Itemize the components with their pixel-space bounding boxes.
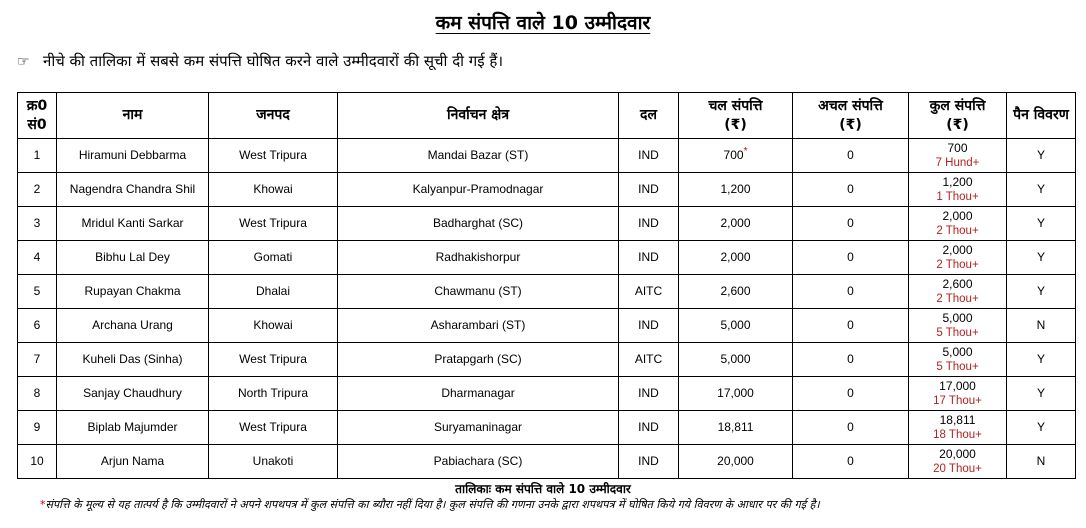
cell-constituency: Chawmanu (ST) <box>338 275 619 309</box>
cell-district: West Tripura <box>209 343 338 377</box>
column-header-name: नाम <box>57 93 209 139</box>
cell-district: Khowai <box>209 173 338 207</box>
cell-name: Rupayan Chakma <box>57 275 209 309</box>
intro-text: नीचे की तालिका में सबसे कम संपत्ति घोषित करने वाले उम्मीदवारों की सूची दी गई हैं। <box>43 52 504 70</box>
cell-sno: 9 <box>18 411 57 445</box>
table-row <box>18 139 1076 173</box>
cell-party: IND <box>619 139 679 173</box>
table-row <box>18 377 1076 411</box>
column-header-movable: चल संपत्ति (₹) <box>679 93 793 139</box>
cell-total <box>909 411 1007 445</box>
pointing-hand-icon: ☞ <box>17 54 30 70</box>
total-in-words: 2 Thou+ <box>936 292 979 305</box>
table-row <box>18 445 1076 479</box>
cell-total <box>909 343 1007 377</box>
page-title-text: कम संपत्ति वाले 10 उम्मीदवार <box>435 12 651 34</box>
cell-movable <box>679 139 793 173</box>
cell-total <box>909 207 1007 241</box>
cell-name: Archana Urang <box>57 309 209 343</box>
cell-sno: 8 <box>18 377 57 411</box>
table-row <box>18 343 1076 377</box>
total-in-words: 20 Thou+ <box>933 462 982 475</box>
total-value: 17,000 <box>939 378 976 393</box>
total-in-words: 5 Thou+ <box>936 326 979 339</box>
cell-total <box>909 309 1007 343</box>
column-header-district: जनपद <box>209 93 338 139</box>
cell-immovable: 0 <box>793 173 909 207</box>
cell-party: IND <box>619 445 679 479</box>
table-caption: तालिकाः कम संपत्ति वाले 10 उम्मीदवार <box>455 482 631 496</box>
cell-party: AITC <box>619 343 679 377</box>
cell-movable <box>679 411 793 445</box>
cell-movable <box>679 343 793 377</box>
column-header-sno: क्र0 सं0 <box>18 93 57 139</box>
total-in-words: 7 Hund+ <box>935 156 980 169</box>
cell-name: Bibhu Lal Dey <box>57 241 209 275</box>
total-value: 2,000 <box>942 208 973 223</box>
footnote-text: संपत्ति के मूल्य से यह तात्पर्य है कि उम्मीदवारों ने अपने शपथपत्र में कुल संपत्ति का ब्यौरा नहीं दिया है। कुल संपत्ति की गणना उनके द्वारा शपथपत्र में घोषित किये गये विवरण के आधार पर की गई है। <box>45 498 820 511</box>
total-value: 20,000 <box>939 446 976 461</box>
total-in-words: 17 Thou+ <box>933 394 982 407</box>
cell-immovable: 0 <box>793 275 909 309</box>
cell-district: North Tripura <box>209 377 338 411</box>
cell-sno: 1 <box>18 139 57 173</box>
total-in-words: 2 Thou+ <box>936 224 979 237</box>
intro-line <box>17 51 503 71</box>
cell-sno: 7 <box>18 343 57 377</box>
movable-value: 20,000 <box>717 454 754 468</box>
cell-immovable: 0 <box>793 207 909 241</box>
footnote <box>40 497 820 512</box>
table-row <box>18 275 1076 309</box>
cell-constituency: Pabiachara (SC) <box>338 445 619 479</box>
column-header-pan: पैन विवरण <box>1007 93 1076 139</box>
cell-district: Khowai <box>209 309 338 343</box>
cell-party: AITC <box>619 275 679 309</box>
cell-sno: 10 <box>18 445 57 479</box>
cell-party: IND <box>619 241 679 275</box>
cell-total <box>909 173 1007 207</box>
total-value: 1,200 <box>942 174 973 189</box>
cell-district: West Tripura <box>209 139 338 173</box>
cell-pan: Y <box>1007 241 1076 275</box>
table-row <box>18 173 1076 207</box>
column-header-constituency: निर्वाचन क्षेत्र <box>338 93 619 139</box>
cell-party: IND <box>619 207 679 241</box>
total-in-words: 18 Thou+ <box>933 428 982 441</box>
movable-value: 700 <box>723 148 744 162</box>
cell-constituency: Radhakishorpur <box>338 241 619 275</box>
table-header-row <box>18 93 1076 139</box>
cell-immovable: 0 <box>793 343 909 377</box>
cell-name: Hiramuni Debbarma <box>57 139 209 173</box>
total-in-words: 5 Thou+ <box>936 360 979 373</box>
cell-name: Arjun Nama <box>57 445 209 479</box>
movable-value: 17,000 <box>717 386 754 400</box>
movable-value: 5,000 <box>720 352 751 366</box>
cell-pan: Y <box>1007 275 1076 309</box>
cell-district: West Tripura <box>209 207 338 241</box>
cell-immovable: 0 <box>793 377 909 411</box>
cell-constituency: Suryamaninagar <box>338 411 619 445</box>
cell-total <box>909 139 1007 173</box>
table-row <box>18 241 1076 275</box>
cell-pan: Y <box>1007 139 1076 173</box>
cell-movable <box>679 241 793 275</box>
cell-party: IND <box>619 411 679 445</box>
cell-movable <box>679 309 793 343</box>
cell-sno: 2 <box>18 173 57 207</box>
cell-movable <box>679 275 793 309</box>
cell-party: IND <box>619 173 679 207</box>
cell-total <box>909 445 1007 479</box>
cell-pan: N <box>1007 309 1076 343</box>
table-row <box>18 411 1076 445</box>
cell-district: Gomati <box>209 241 338 275</box>
cell-immovable: 0 <box>793 241 909 275</box>
cell-movable <box>679 377 793 411</box>
cell-party: IND <box>619 309 679 343</box>
cell-total <box>909 377 1007 411</box>
footnote-marker: * <box>743 146 748 157</box>
column-header-total: कुल संपत्ति (₹) <box>909 93 1007 139</box>
table-body <box>18 139 1076 479</box>
total-value: 18,811 <box>939 412 976 427</box>
column-header-immovable: अचल संपत्ति (₹) <box>793 93 909 139</box>
low-assets-table <box>17 92 1076 479</box>
cell-sno: 5 <box>18 275 57 309</box>
cell-pan: N <box>1007 445 1076 479</box>
total-value: 5,000 <box>942 344 973 359</box>
cell-name: Sanjay Chaudhury <box>57 377 209 411</box>
cell-party: IND <box>619 377 679 411</box>
table-row <box>18 309 1076 343</box>
cell-sno: 4 <box>18 241 57 275</box>
total-value: 5,000 <box>942 310 973 325</box>
movable-value: 2,000 <box>720 250 751 264</box>
cell-total <box>909 275 1007 309</box>
cell-pan: Y <box>1007 343 1076 377</box>
cell-sno: 6 <box>18 309 57 343</box>
cell-sno: 3 <box>18 207 57 241</box>
cell-constituency: Mandai Bazar (ST) <box>338 139 619 173</box>
cell-immovable: 0 <box>793 445 909 479</box>
cell-immovable: 0 <box>793 139 909 173</box>
cell-name: Nagendra Chandra Shil <box>57 173 209 207</box>
cell-immovable: 0 <box>793 309 909 343</box>
total-in-words: 2 Thou+ <box>936 258 979 271</box>
cell-movable <box>679 207 793 241</box>
movable-value: 2,600 <box>720 284 751 298</box>
total-value: 2,000 <box>942 242 973 257</box>
cell-pan: Y <box>1007 377 1076 411</box>
cell-total <box>909 241 1007 275</box>
movable-value: 1,200 <box>720 182 751 196</box>
cell-district: Unakoti <box>209 445 338 479</box>
page-title <box>0 9 1086 35</box>
movable-value: 2,000 <box>720 216 751 230</box>
cell-constituency: Badharghat (SC) <box>338 207 619 241</box>
total-value: 700 <box>947 140 968 155</box>
footnote-star: * <box>40 498 46 511</box>
cell-constituency: Asharambari (ST) <box>338 309 619 343</box>
cell-district: West Tripura <box>209 411 338 445</box>
cell-pan: Y <box>1007 207 1076 241</box>
cell-constituency: Dharmanagar <box>338 377 619 411</box>
cell-district: Dhalai <box>209 275 338 309</box>
cell-constituency: Pratapgarh (SC) <box>338 343 619 377</box>
cell-name: Biplab Majumder <box>57 411 209 445</box>
cell-constituency: Kalyanpur-Pramodnagar <box>338 173 619 207</box>
total-value: 2,600 <box>942 276 973 291</box>
total-in-words: 1 Thou+ <box>936 190 979 203</box>
movable-value: 18,811 <box>717 420 754 434</box>
cell-movable <box>679 445 793 479</box>
cell-name: Mridul Kanti Sarkar <box>57 207 209 241</box>
cell-pan: Y <box>1007 411 1076 445</box>
cell-name: Kuheli Das (Sinha) <box>57 343 209 377</box>
cell-movable <box>679 173 793 207</box>
column-header-party: दल <box>619 93 679 139</box>
table-row <box>18 207 1076 241</box>
movable-value: 5,000 <box>720 318 751 332</box>
cell-pan: Y <box>1007 173 1076 207</box>
cell-immovable: 0 <box>793 411 909 445</box>
